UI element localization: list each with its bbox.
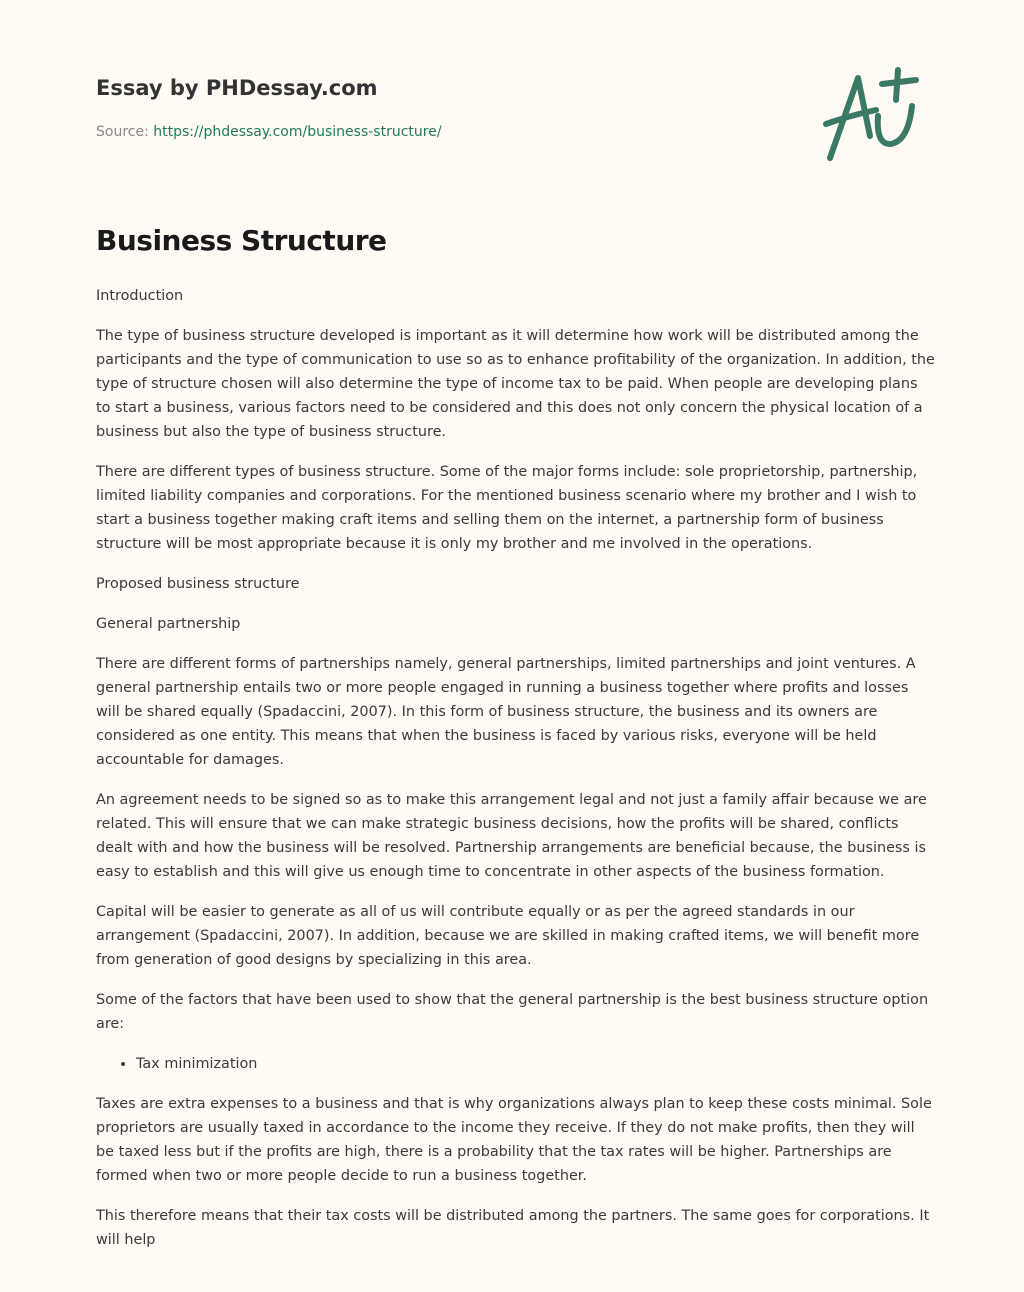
paragraph: An agreement needs to be signed so as to make this arrangement legal and not just a family affair because we are related. This will ensure that we can make strategic business decisions, how the profits will be shared, conflicts dealt with and how the business will be resolved. Partnership arrangements are beneficial because, the business is easy to establish and this will give us enough time to concentrate in other aspects of the business formation. xyxy=(96,792,927,880)
paragraph: Some of the factors that have been used to show that the general partnership is the best business structure option are: xyxy=(96,992,929,1032)
paragraph: Capital will be easier to generate as all of us will contribute equally or as per the agreed standards in our arrangement (Spadaccini, 2007). In addition, because we are skilled in making crafted items, we will benefit more from generation of good designs by specializing in this area. xyxy=(96,904,920,968)
bullet-list xyxy=(96,1052,936,1076)
paragraph: The type of business structure developed is important as it will determine how work will be distributed among the participants and the type of communication to use so as to enhance profitability of the organization. In addition, the type of structure chosen will also determine the type of income tax to be paid. When people are developing plans to start a business, various factors need to be considered and this does not only concern the physical location of a business but also the type of business structure. xyxy=(96,328,935,440)
section-heading: Proposed business structure xyxy=(96,576,300,592)
site-brand: Essay by PHDessay.com xyxy=(96,76,378,100)
source-label: Source: xyxy=(96,124,154,140)
section-heading: Introduction xyxy=(96,288,184,304)
paragraph: There are different types of business structure. Some of the major forms include: sole proprietorship, partnership, limited liability companies and corporations. For the mentioned business scenario where my brother and I wish to start a business together making craft items and selling them on the internet, a partnership form of business structure will be most appropriate because it is only my brother and me involved in the operations. xyxy=(96,464,918,552)
paragraph: There are different forms of partnerships namely, general partnerships, limited partnerships and joint ventures. A general partnership entails two or more people engaged in running a business together where profits and losses will be shared equally (Spadaccini, 2007). In this form of business structure, the business and its owners are considered as one entity. This means that when the business is faced by various risks, everyone will be held accountable for damages. xyxy=(96,656,916,768)
paragraph: Taxes are extra expenses to a business and that is why organizations always plan to keep these costs minimal. Sole proprietors are usually taxed in accordance to the income they receive. If they do not make profits, then they will be taxed less but if the profits are high, there is a probability that the tax rates will be higher. Partnerships are formed when two or more people decide to run a business together. xyxy=(96,1096,932,1184)
section-heading: General partnership xyxy=(96,616,241,632)
source-line xyxy=(96,124,442,140)
paragraph: This therefore means that their tax costs will be distributed among the partners. The same goes for corporations. It will help xyxy=(96,1208,930,1248)
essay-body xyxy=(96,284,936,1268)
a-plus-logo-icon xyxy=(818,66,928,166)
page-title: Business Structure xyxy=(96,224,387,257)
list-item: • Tax minimization xyxy=(136,1052,936,1076)
source-link[interactable]: https://phdessay.com/business-structure/ xyxy=(153,124,442,140)
